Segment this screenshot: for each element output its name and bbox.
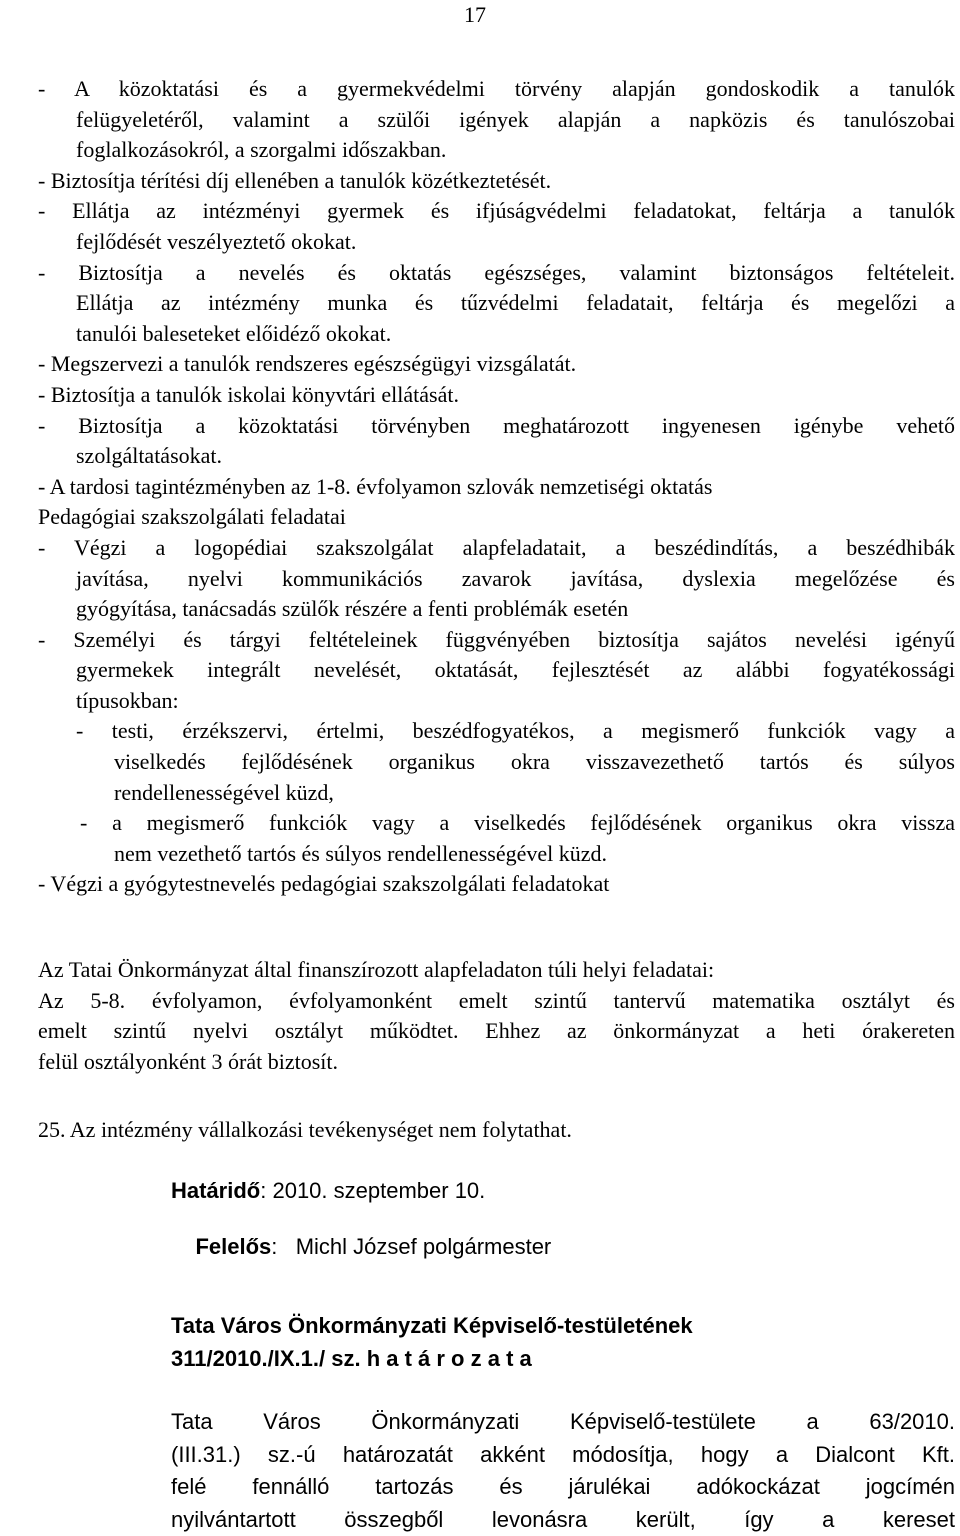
- text-line: tanulói baleseteket előidéző okokat.: [76, 319, 955, 350]
- text-line: nem vezethető tartós és súlyos rendellenességével küzd.: [114, 839, 955, 870]
- text-line: - Végzi a gyógytestnevelés pedagógiai szakszolgálati feladatokat: [38, 869, 955, 900]
- text-line: viselkedés fejlődésének organikus okra visszavezethető tartós és súlyos: [114, 747, 955, 778]
- body-text-main: [0, 74, 960, 900]
- deadline-value: : 2010. szeptember 10.: [260, 1178, 485, 1203]
- deadline-label: Határidő: [171, 1178, 260, 1203]
- text-line: fejlődését veszélyeztető okokat.: [76, 227, 955, 258]
- text-line: - Megszervezi a tanulók rendszeres egészségügyi vizsgálatát.: [38, 349, 955, 380]
- text-line: - A közoktatási és a gyermekvédelmi törvény alapján gondoskodik a tanulók: [38, 74, 955, 105]
- text-line: Ellátja az intézmény munka és tűzvédelmi feladatait, feltárja és megelőzi a: [76, 288, 955, 319]
- text-line: foglalkozásokról, a szorgalmi időszakban.: [76, 135, 955, 166]
- responsible-label: Felelős: [195, 1234, 271, 1259]
- text-line: felügyeletéről, valamint a szülői igények alapján a napközis és tanulószobai: [76, 105, 955, 136]
- text-line: - A tardosi tagintézményben az 1-8. évfolyamon szlovák nemzetiségi oktatás: [38, 472, 955, 503]
- text-line: gyermekek integrált nevelését, oktatását, fejlesztését az alábbi fogyatékossági: [76, 655, 955, 686]
- text-line: emelt szintű nyelvi osztályt működtet. Ehhez az önkormányzat a heti órakereten: [38, 1016, 955, 1047]
- responsible-value: : Michl József polgármester: [271, 1234, 551, 1259]
- text-line: típusokban:: [76, 686, 955, 717]
- text-line: szolgáltatásokat.: [76, 441, 955, 472]
- resolution-body: [171, 1406, 955, 1536]
- resolution-line: (III.31.) sz.-ú határozatát akként módosítja, hogy a Dialcont Kft.: [171, 1439, 955, 1472]
- text-line: - Biztosítja a közoktatási törvényben meghatározott ingyenesen igénybe vehető: [38, 411, 955, 442]
- text-line: Az Tatai Önkormányzat által finanszírozott alapfeladaton túli helyi feladatai:: [38, 955, 955, 986]
- deadline-line: [171, 1178, 485, 1204]
- page-number: 17: [464, 2, 486, 28]
- responsible-line: [171, 1208, 551, 1286]
- resolution-title-line-1: Tata Város Önkormányzati Képviselő-testületének: [171, 1313, 693, 1339]
- text-line: gyógyítása, tanácsadás szülők részére a fenti problémák esetén: [76, 594, 955, 625]
- text-line: rendellenességével küzd,: [114, 778, 955, 809]
- text-line: - testi, érzékszervi, értelmi, beszédfogyatékos, a megismerő funkciók vagy a: [76, 716, 955, 747]
- text-line: felül osztályonként 3 órát biztosít.: [38, 1047, 955, 1078]
- text-line: - Végzi a logopédiai szakszolgálat alapfeladatait, a beszédindítás, a beszédhibák: [38, 533, 955, 564]
- item-25: 25. Az intézmény vállalkozási tevékenységet nem folytathat.: [38, 1115, 955, 1146]
- text-line: - Ellátja az intézményi gyermek és ifjúságvédelmi feladatokat, feltárja a tanulók: [38, 196, 955, 227]
- text-line: - a megismerő funkciók vagy a viselkedés fejlődésének organikus okra vissza: [80, 808, 955, 839]
- resolution-line: felé fennálló tartozás és járulékai adókockázat jogcímén: [171, 1471, 955, 1504]
- resolution-line: nyilvántartott összegből levonásra került, így a kereset: [171, 1504, 955, 1536]
- resolution-line: Tata Város Önkormányzati Képviselő-testülete a 63/2010.: [171, 1406, 955, 1439]
- text-line: javítása, nyelvi kommunikációs zavarok javítása, dyslexia megelőzése és: [76, 564, 955, 595]
- local-tasks-paragraph: [0, 955, 960, 1077]
- text-line: Az 5-8. évfolyamon, évfolyamonként emelt szintű tantervű matematika osztályt és: [38, 986, 955, 1017]
- resolution-title-line-2: 311/2010./IX.1./ sz. h a t á r o z a t a: [171, 1346, 532, 1372]
- text-line: - Biztosítja a tanulók iskolai könyvtári ellátását.: [38, 380, 955, 411]
- text-line: - Biztosítja a nevelés és oktatás egészséges, valamint biztonságos feltételeit.: [38, 258, 955, 289]
- text-line: - Biztosítja térítési díj ellenében a tanulók közétkeztetését.: [38, 166, 955, 197]
- text-line: - Személyi és tárgyi feltételeinek függvényében biztosítja sajátos nevelési igényű: [38, 625, 955, 656]
- text-line: Pedagógiai szakszolgálati feladatai: [38, 502, 955, 533]
